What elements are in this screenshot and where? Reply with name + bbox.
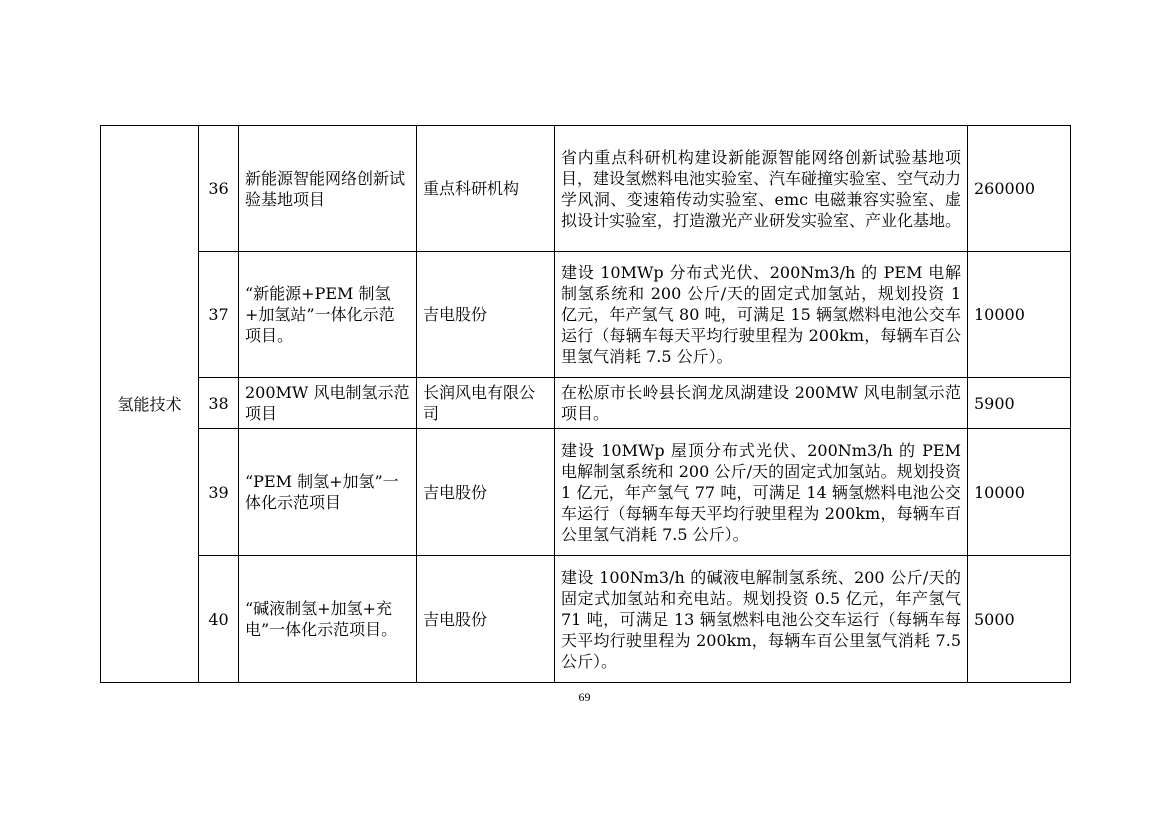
table-row	[101, 378, 1071, 429]
project-name: “碱液制氢+加氢+充电”一体化示范项目。	[239, 556, 417, 683]
organization: 长润风电有限公司	[417, 378, 555, 429]
category-cell: 氢能技术	[101, 126, 199, 683]
project-description: 建设 100Nm3/h 的碱液电解制氢系统、200 公斤/天的固定式加氢站和充电站。规划投资 0.5 亿元，年产氢气 71 吨，可满足 13 辆氢燃料电池公交车运行（每辆车每天平均行驶里程为 200km，每辆车百公里氢气消耗 7.5 公斤）。	[555, 556, 968, 683]
project-name: “PEM 制氢+加氢”一体化示范项目	[239, 429, 417, 556]
investment: 5000	[968, 556, 1071, 683]
investment: 5900	[968, 378, 1071, 429]
table-row	[101, 429, 1071, 556]
project-name: “新能源+PEM 制氢+加氢站”一体化示范项目。	[239, 252, 417, 378]
investment: 10000	[968, 252, 1071, 378]
row-number: 38	[199, 378, 239, 429]
row-number: 37	[199, 252, 239, 378]
projects-table	[100, 125, 1071, 683]
project-description: 在松原市长岭县长润龙凤湖建设 200MW 风电制氢示范项目。	[555, 378, 968, 429]
table-row	[101, 252, 1071, 378]
project-name: 新能源智能网络创新试验基地项目	[239, 126, 417, 252]
organization: 吉电股份	[417, 252, 555, 378]
organization: 吉电股份	[417, 556, 555, 683]
organization: 重点科研机构	[417, 126, 555, 252]
project-description: 建设 10MWp 屋顶分布式光伏、200Nm3/h 的 PEM 电解制氢系统和 200 公斤/天的固定式加氢站。规划投资 1 亿元，年产氢气 77 吨，可满足 14 辆氢燃料电池公交车运行（每辆车每天平均行驶里程为 200km，每辆车百公里氢气消耗 7.5 公斤）。	[555, 429, 968, 556]
table-row	[101, 126, 1071, 252]
row-number: 36	[199, 126, 239, 252]
project-description: 建设 10MWp 分布式光伏、200Nm3/h 的 PEM 电解制氢系统和 200 公斤/天的固定式加氢站，规划投资 1 亿元，年产氢气 80 吨，可满足 15 辆氢燃料电池公交车运行（每辆车每天平均行驶里程为 200km，每辆车百公里氢气消耗 7.5 公斤）。	[555, 252, 968, 378]
project-name: 200MW 风电制氢示范项目	[239, 378, 417, 429]
page-number: 69	[578, 690, 591, 704]
investment: 10000	[968, 429, 1071, 556]
row-number: 39	[199, 429, 239, 556]
organization: 吉电股份	[417, 429, 555, 556]
project-description: 省内重点科研机构建设新能源智能网络创新试验基地项目，建设氢燃料电池实验室、汽车碰撞实验室、空气动力学风洞、变速箱传动实验室、emc 电磁兼容实验室、虚拟设计实验室，打造激光产业研发实验室、产业化基地。	[555, 126, 968, 252]
table-row	[101, 556, 1071, 683]
investment: 260000	[968, 126, 1071, 252]
row-number: 40	[199, 556, 239, 683]
